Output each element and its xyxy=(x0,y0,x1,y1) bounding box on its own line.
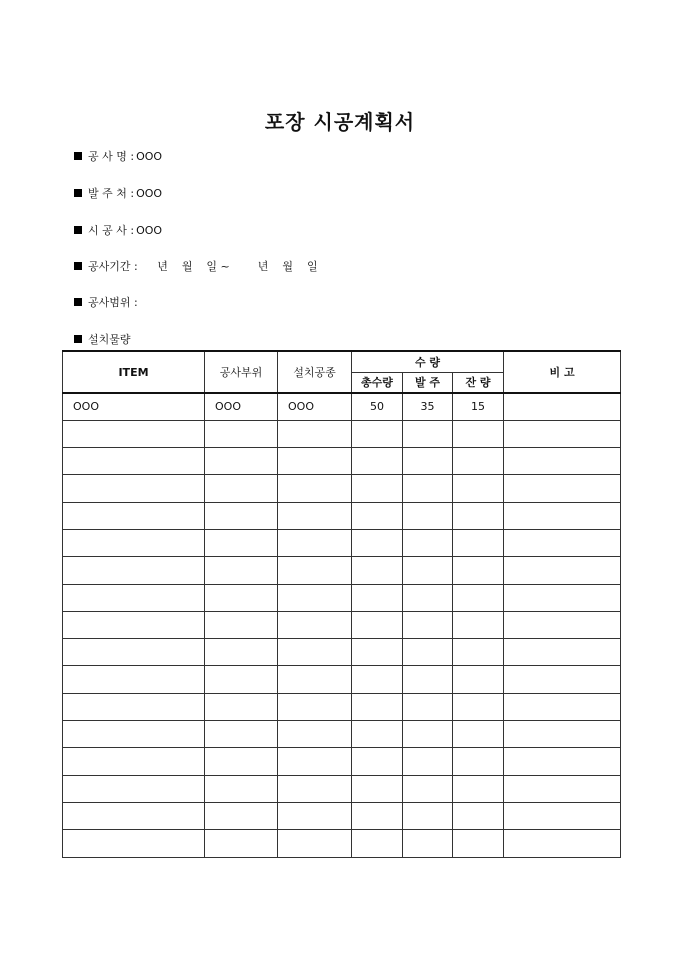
cell-note xyxy=(504,584,621,611)
cell-part xyxy=(205,748,278,775)
bullet-square-icon xyxy=(74,335,82,343)
cell-part xyxy=(205,721,278,748)
cell-type xyxy=(278,748,352,775)
cell-part xyxy=(205,475,278,502)
cell-remain xyxy=(453,802,504,829)
cell-item xyxy=(63,666,205,693)
cell-note xyxy=(504,830,621,857)
field-value: OOO xyxy=(136,223,163,237)
cell-remain xyxy=(453,775,504,802)
field-value: OOO xyxy=(136,149,163,163)
cell-remain xyxy=(453,557,504,584)
cell-part xyxy=(205,448,278,475)
cell-type xyxy=(278,611,352,638)
document-title: 포장 시공계획서 xyxy=(264,110,416,134)
cell-order xyxy=(403,475,453,502)
cell-note xyxy=(504,693,621,720)
cell-part xyxy=(205,830,278,857)
table-row xyxy=(63,502,621,529)
cell-part xyxy=(205,420,278,447)
cell-note xyxy=(504,611,621,638)
field-period xyxy=(74,258,318,274)
cell-order xyxy=(403,775,453,802)
field-value: 년 월 일 ~ 년 월 일 xyxy=(139,260,318,273)
cell-total xyxy=(352,639,403,666)
cell-item: OOO xyxy=(63,393,205,420)
cell-item xyxy=(63,802,205,829)
cell-item xyxy=(63,775,205,802)
table-row xyxy=(63,475,621,502)
cell-type xyxy=(278,802,352,829)
cell-remain xyxy=(453,529,504,556)
cell-item xyxy=(63,584,205,611)
cell-order xyxy=(403,557,453,584)
cell-type xyxy=(278,830,352,857)
cell-note xyxy=(504,666,621,693)
cell-note xyxy=(504,502,621,529)
cell-remain xyxy=(453,448,504,475)
table-row xyxy=(63,611,621,638)
cell-remain: 15 xyxy=(453,393,504,420)
header-part: 공사부위 xyxy=(205,351,278,393)
cell-remain xyxy=(453,502,504,529)
cell-order xyxy=(403,802,453,829)
cell-note xyxy=(504,748,621,775)
table-row xyxy=(63,393,621,420)
cell-type xyxy=(278,420,352,447)
cell-remain xyxy=(453,830,504,857)
cell-note xyxy=(504,475,621,502)
cell-order xyxy=(403,502,453,529)
cell-item xyxy=(63,529,205,556)
cell-item xyxy=(63,475,205,502)
header-type: 설치공종 xyxy=(278,351,352,393)
cell-type xyxy=(278,775,352,802)
field-contractor xyxy=(74,222,162,238)
cell-item xyxy=(63,721,205,748)
field-label: 공사기간 : xyxy=(88,260,138,273)
cell-item xyxy=(63,693,205,720)
table-row xyxy=(63,557,621,584)
cell-total xyxy=(352,611,403,638)
cell-note xyxy=(504,529,621,556)
field-label: 설치물량 xyxy=(88,333,131,346)
cell-order xyxy=(403,748,453,775)
cell-total xyxy=(352,721,403,748)
cell-total xyxy=(352,475,403,502)
cell-remain xyxy=(453,639,504,666)
cell-type xyxy=(278,693,352,720)
cell-remain xyxy=(453,748,504,775)
cell-type xyxy=(278,639,352,666)
cell-item xyxy=(63,748,205,775)
bullet-square-icon xyxy=(74,152,82,160)
cell-type: OOO xyxy=(278,393,352,420)
cell-order xyxy=(403,639,453,666)
table-row xyxy=(63,666,621,693)
cell-total xyxy=(352,557,403,584)
bullet-square-icon xyxy=(74,226,82,234)
cell-note xyxy=(504,557,621,584)
cell-part xyxy=(205,666,278,693)
table-row xyxy=(63,830,621,857)
cell-remain xyxy=(453,420,504,447)
cell-total xyxy=(352,830,403,857)
cell-part xyxy=(205,639,278,666)
cell-remain xyxy=(453,666,504,693)
cell-note xyxy=(504,721,621,748)
cell-total xyxy=(352,693,403,720)
cell-remain xyxy=(453,721,504,748)
cell-order xyxy=(403,693,453,720)
cell-total xyxy=(352,502,403,529)
field-scope xyxy=(74,294,140,310)
table-row xyxy=(63,775,621,802)
cell-note xyxy=(504,639,621,666)
cell-order xyxy=(403,584,453,611)
field-label: 발 주 처 : xyxy=(88,187,135,200)
cell-item xyxy=(63,420,205,447)
cell-part xyxy=(205,775,278,802)
bullet-square-icon xyxy=(74,189,82,197)
cell-order xyxy=(403,529,453,556)
cell-type xyxy=(278,584,352,611)
cell-part xyxy=(205,557,278,584)
field-quantity-heading xyxy=(74,331,131,347)
header-qty-remain: 잔 량 xyxy=(453,372,504,393)
cell-order xyxy=(403,721,453,748)
table-row xyxy=(63,748,621,775)
cell-order xyxy=(403,611,453,638)
cell-remain xyxy=(453,475,504,502)
cell-total xyxy=(352,748,403,775)
table-row xyxy=(63,448,621,475)
field-label: 시 공 사 : xyxy=(88,224,135,237)
cell-total xyxy=(352,529,403,556)
cell-note xyxy=(504,448,621,475)
header-qty-total: 총수량 xyxy=(352,372,403,393)
cell-type xyxy=(278,502,352,529)
cell-order xyxy=(403,666,453,693)
cell-order: 35 xyxy=(403,393,453,420)
cell-type xyxy=(278,666,352,693)
cell-type xyxy=(278,721,352,748)
table-row xyxy=(63,529,621,556)
table-row xyxy=(63,721,621,748)
cell-item xyxy=(63,639,205,666)
cell-item xyxy=(63,830,205,857)
cell-part xyxy=(205,584,278,611)
table-row xyxy=(63,693,621,720)
cell-note xyxy=(504,775,621,802)
cell-total xyxy=(352,775,403,802)
field-client xyxy=(74,185,162,201)
cell-type xyxy=(278,448,352,475)
cell-total xyxy=(352,448,403,475)
header-note: 비 고 xyxy=(504,351,621,393)
header-item: ITEM xyxy=(63,351,205,393)
cell-remain xyxy=(453,611,504,638)
cell-order xyxy=(403,420,453,447)
bullet-square-icon xyxy=(74,262,82,270)
field-label: 공사범위 : xyxy=(88,296,138,309)
cell-total xyxy=(352,584,403,611)
field-label: 공 사 명 : xyxy=(88,150,135,163)
cell-part xyxy=(205,611,278,638)
cell-total xyxy=(352,420,403,447)
header-qty-group: 수 량 xyxy=(352,351,504,372)
cell-part xyxy=(205,693,278,720)
table-row xyxy=(63,639,621,666)
bullet-square-icon xyxy=(74,298,82,306)
cell-item xyxy=(63,611,205,638)
table-row xyxy=(63,802,621,829)
cell-note xyxy=(504,420,621,447)
cell-total xyxy=(352,802,403,829)
cell-order xyxy=(403,448,453,475)
table-row xyxy=(63,584,621,611)
cell-note xyxy=(504,393,621,420)
cell-total: 50 xyxy=(352,393,403,420)
cell-part xyxy=(205,529,278,556)
field-value: OOO xyxy=(136,186,163,200)
cell-remain xyxy=(453,693,504,720)
header-qty-order: 발 주 xyxy=(403,372,453,393)
cell-item xyxy=(63,502,205,529)
cell-part: OOO xyxy=(205,393,278,420)
table-row xyxy=(63,420,621,447)
quantity-table xyxy=(62,350,621,858)
cell-type xyxy=(278,475,352,502)
cell-total xyxy=(352,666,403,693)
cell-order xyxy=(403,830,453,857)
cell-type xyxy=(278,557,352,584)
cell-item xyxy=(63,448,205,475)
cell-part xyxy=(205,802,278,829)
cell-type xyxy=(278,529,352,556)
cell-remain xyxy=(453,584,504,611)
cell-part xyxy=(205,502,278,529)
field-project-name xyxy=(74,148,162,164)
cell-note xyxy=(504,802,621,829)
cell-item xyxy=(63,557,205,584)
